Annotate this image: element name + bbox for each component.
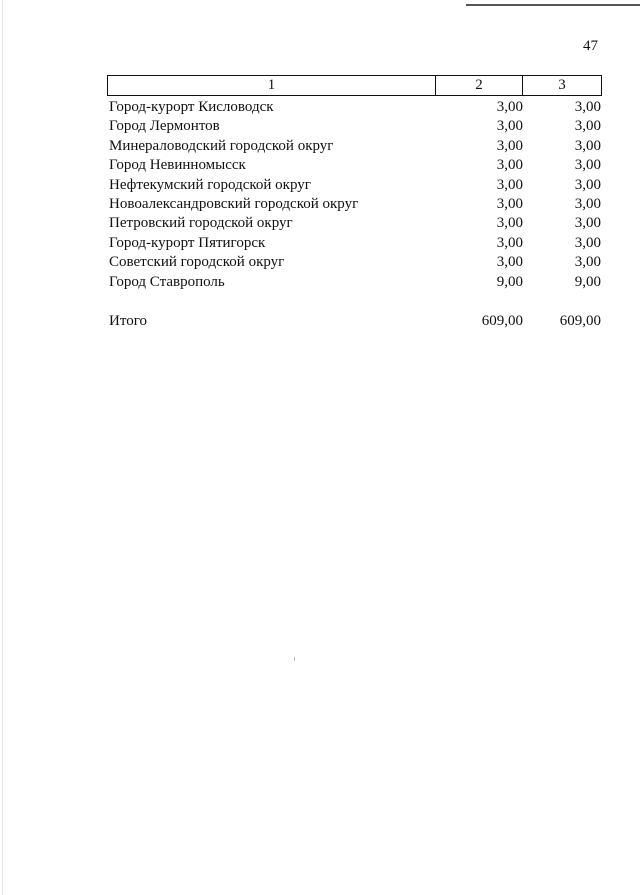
total-label: Итого bbox=[109, 313, 147, 329]
table-row bbox=[109, 117, 601, 136]
total-col-2: 609,00 bbox=[481, 313, 523, 329]
row-col-3: 3,00 bbox=[574, 118, 601, 135]
row-name: Минераловодский городской округ bbox=[109, 137, 334, 154]
table-row bbox=[109, 214, 601, 233]
row-col-2: 9,00 bbox=[496, 273, 523, 290]
row-name: Город-курорт Кисловодск bbox=[109, 99, 274, 115]
scan-left-edge bbox=[2, 0, 3, 895]
table-header bbox=[107, 75, 602, 96]
total-row bbox=[109, 311, 601, 331]
row-name: Советский городской округ bbox=[109, 254, 285, 271]
table-row bbox=[109, 273, 601, 292]
row-col-3: 3,00 bbox=[574, 176, 601, 193]
row-name: Город-курорт Пятигорск bbox=[109, 234, 266, 251]
row-col-3: 3,00 bbox=[574, 137, 601, 154]
row-col-2: 3,00 bbox=[496, 254, 523, 271]
table-row bbox=[109, 156, 601, 175]
row-name: Город Невинномысск bbox=[109, 157, 246, 174]
scan-speck bbox=[294, 657, 295, 661]
table-row bbox=[109, 253, 601, 272]
row-name: Новоалександровский городской округ bbox=[109, 195, 359, 212]
header-col-1: 1 bbox=[108, 76, 436, 96]
row-col-2: 3,00 bbox=[496, 176, 523, 193]
row-name: Петровский городской округ bbox=[109, 215, 293, 232]
table-row bbox=[109, 195, 601, 214]
row-name: Город Ставрополь bbox=[109, 273, 225, 290]
table-row bbox=[109, 98, 601, 117]
row-col-3: 3,00 bbox=[574, 99, 601, 115]
row-col-2: 3,00 bbox=[496, 137, 523, 154]
row-col-2: 3,00 bbox=[496, 195, 523, 212]
page-number: 47 bbox=[583, 38, 598, 54]
row-col-3: 9,00 bbox=[574, 273, 601, 290]
row-col-2: 3,00 bbox=[496, 118, 523, 135]
header-row bbox=[108, 76, 602, 96]
row-col-2: 3,00 bbox=[496, 99, 523, 115]
row-col-3: 3,00 bbox=[574, 157, 601, 174]
table-row bbox=[109, 137, 601, 156]
total-col-3: 609,00 bbox=[559, 313, 601, 329]
table-body bbox=[109, 98, 601, 292]
table-row bbox=[109, 176, 601, 195]
row-name: Город Лермонтов bbox=[109, 118, 220, 135]
row-col-3: 3,00 bbox=[574, 234, 601, 251]
row-name: Нефтекумский городской округ bbox=[109, 176, 311, 193]
row-col-2: 3,00 bbox=[496, 157, 523, 174]
row-col-3: 3,00 bbox=[574, 195, 601, 212]
row-col-3: 3,00 bbox=[574, 254, 601, 271]
row-col-3: 3,00 bbox=[574, 215, 601, 232]
scan-edge-mark bbox=[466, 4, 640, 6]
row-col-2: 3,00 bbox=[496, 215, 523, 232]
table-row bbox=[109, 234, 601, 253]
header-col-2: 2 bbox=[436, 76, 523, 96]
header-col-3: 3 bbox=[523, 76, 602, 96]
row-col-2: 3,00 bbox=[496, 234, 523, 251]
